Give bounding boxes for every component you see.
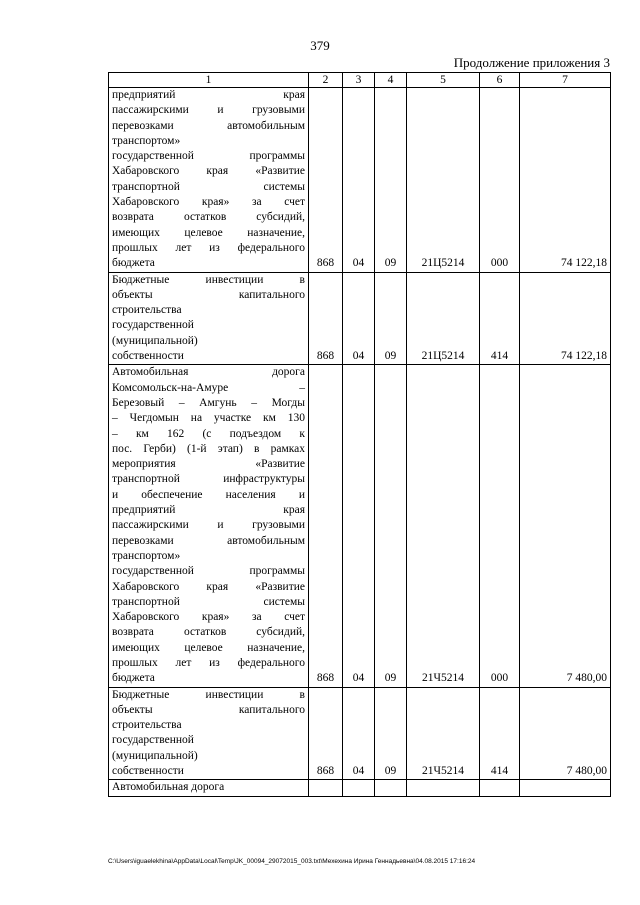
description-line: Автомобильная дорога [112, 366, 305, 379]
section-code-cell: 04 [343, 365, 375, 687]
description-line: Хабаровского края «Развитие [112, 165, 305, 178]
description-line: и обеспечение населения и [112, 488, 305, 501]
description-line: имеющих целевое назначение, [112, 641, 305, 654]
section-code-cell [343, 780, 375, 796]
description-line: бюджета [112, 257, 155, 270]
description-line: – Чегдомын на участке км 130 [112, 412, 305, 425]
admin-code-cell: 868 [309, 365, 343, 687]
description-line: пассажирскими и грузовыми [112, 104, 305, 117]
description-line: транспортом» [112, 549, 181, 562]
expense-type-cell: 414 [480, 272, 520, 365]
column-header: 2 [309, 73, 343, 88]
description-line: государственной программы [112, 150, 305, 163]
description-line: пос. Герби) (1-й этап) в рамках [112, 442, 305, 455]
expense-type-cell: 414 [480, 687, 520, 780]
description-line: транспортной системы [112, 180, 305, 193]
row-description [109, 365, 309, 687]
column-header: 3 [343, 73, 375, 88]
subsection-code-cell [375, 780, 407, 796]
description-line: транспортной системы [112, 595, 305, 608]
description-line: государственной [112, 734, 194, 747]
row-description [109, 272, 309, 365]
table-row [109, 88, 611, 273]
amount-cell: 7 480,00 [520, 365, 611, 687]
column-header: 1 [109, 73, 309, 88]
row-description [109, 780, 309, 796]
target-article-cell: 21Ц5214 [407, 272, 480, 365]
description-line: пассажирскими и грузовыми [112, 519, 305, 532]
description-line: Бюджетные инвестиции в [112, 688, 305, 701]
row-description [109, 88, 309, 273]
description-line: транспортной инфраструктуры [112, 473, 305, 486]
table-row [109, 272, 611, 365]
description-line: строительства [112, 719, 182, 732]
description-line: (муниципальной) [112, 749, 198, 762]
table-row [109, 780, 611, 796]
description-line: Комсомольск-на-Амуре – [112, 381, 305, 394]
description-line: объекты капитального [112, 288, 305, 301]
description-line: строительства [112, 304, 182, 317]
subsection-code-cell: 09 [375, 687, 407, 780]
budget-table [108, 72, 611, 797]
description-line: Березовый – Амгунь – Могды [112, 396, 305, 409]
description-line: государственной [112, 319, 194, 332]
description-line: имеющих целевое назначение, [112, 226, 305, 239]
description-line: прошлых лет из федерального [112, 241, 305, 254]
subsection-code-cell: 09 [375, 272, 407, 365]
section-code-cell: 04 [343, 687, 375, 780]
description-line: собственности [112, 765, 184, 778]
file-path-footer: C:\Users\iguaelekhina\AppData\Local\Temp\JK_00094_29072015_003.txt\Мехехина Ирина Геннадьевна\04.08.2015 17:16:24 [108, 858, 476, 865]
amount-cell: 7 480,00 [520, 687, 611, 780]
description-line: собственности [112, 350, 184, 363]
target-article-cell: 21Ч5214 [407, 365, 480, 687]
column-header: 6 [480, 73, 520, 88]
target-article-cell: 21Ч5214 [407, 687, 480, 780]
page-number: 379 [310, 38, 330, 53]
description-line: – км 162 (с подъездом к [112, 427, 305, 440]
section-code-cell: 04 [343, 272, 375, 365]
description-line: транспортом» [112, 134, 181, 147]
admin-code-cell: 868 [309, 88, 343, 273]
table-row [109, 687, 611, 780]
column-header: 7 [520, 73, 611, 88]
description-line: (муниципальной) [112, 334, 198, 347]
description-line: Бюджетные инвестиции в [112, 273, 305, 286]
description-line: государственной программы [112, 565, 305, 578]
target-article-cell: 21Ц5214 [407, 88, 480, 273]
description-line: возврата остатков субсидий, [112, 626, 305, 639]
admin-code-cell: 868 [309, 272, 343, 365]
table-row [109, 365, 611, 687]
description-line: возврата остатков субсидий, [112, 211, 305, 224]
description-line: объекты капитального [112, 703, 305, 716]
expense-type-cell [480, 780, 520, 796]
description-line: Хабаровского края» за счет [112, 196, 305, 209]
description-line: предприятий края [112, 89, 305, 101]
amount-cell: 74 122,18 [520, 88, 611, 273]
description-line: Хабаровского края «Развитие [112, 580, 305, 593]
row-description [109, 687, 309, 780]
description-line: прошлых лет из федерального [112, 656, 305, 669]
description-line: Хабаровского края» за счет [112, 611, 305, 624]
subsection-code-cell: 09 [375, 365, 407, 687]
expense-type-cell: 000 [480, 365, 520, 687]
admin-code-cell: 868 [309, 687, 343, 780]
description-line: перевозками автомобильным [112, 534, 305, 547]
subsection-code-cell: 09 [375, 88, 407, 273]
description-line: предприятий края [112, 504, 305, 517]
admin-code-cell [309, 780, 343, 796]
target-article-cell [407, 780, 480, 796]
continuation-note: Продолжение приложения 3 [453, 55, 610, 70]
amount-cell: 74 122,18 [520, 272, 611, 365]
expense-type-cell: 000 [480, 88, 520, 273]
amount-cell [520, 780, 611, 796]
column-header: 5 [407, 73, 480, 88]
column-header: 4 [375, 73, 407, 88]
description-line: перевозками автомобильным [112, 119, 305, 132]
description-line: бюджета [112, 672, 155, 685]
description-line: Автомобильная дорога [112, 781, 225, 794]
description-line: мероприятия «Развитие [112, 458, 305, 471]
table-header-row [109, 73, 611, 88]
section-code-cell: 04 [343, 88, 375, 273]
